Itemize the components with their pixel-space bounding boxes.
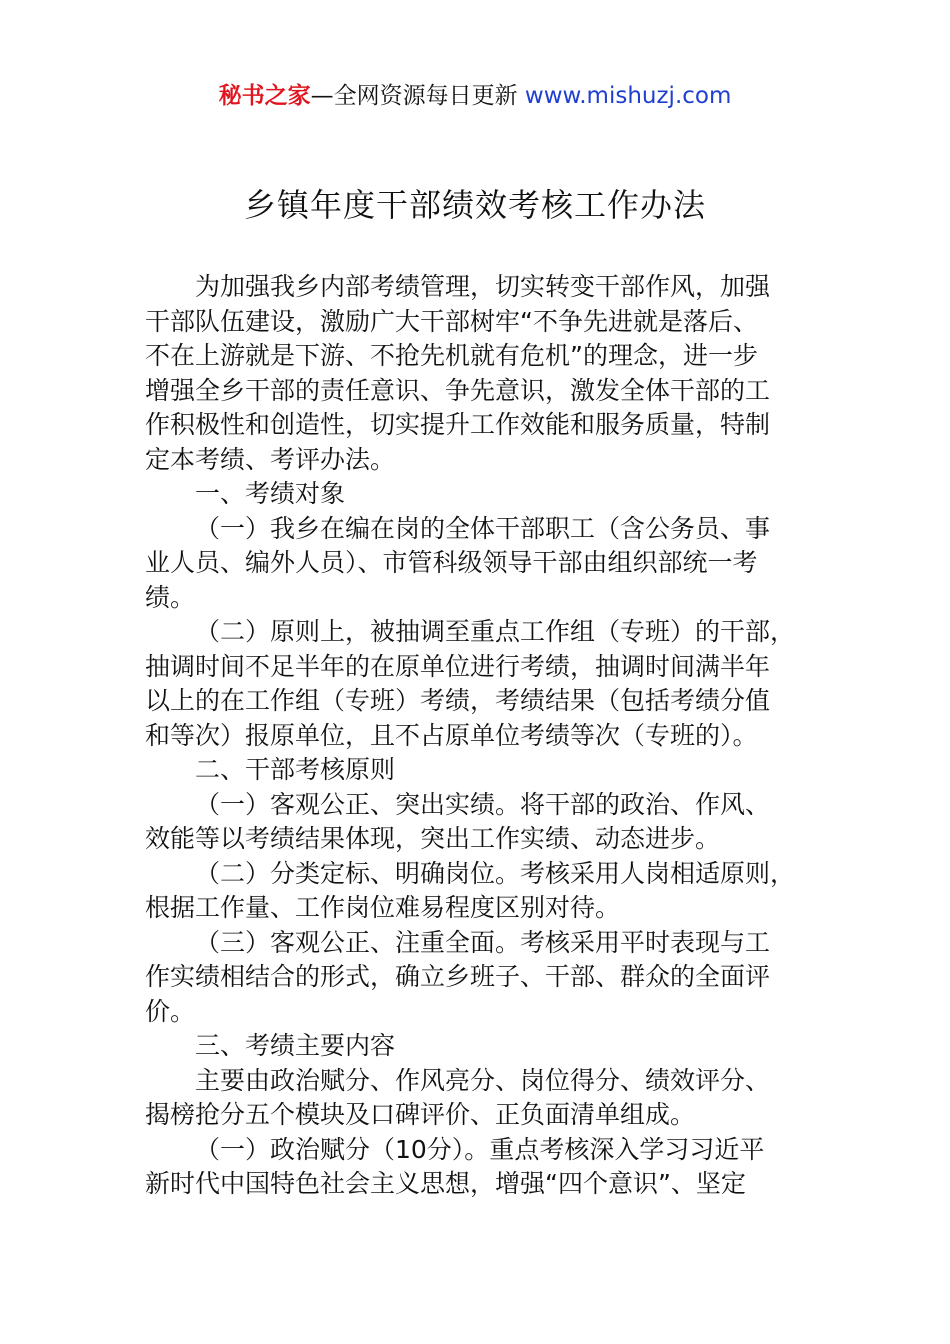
- paragraph-line: 以上的在工作组（专班）考绩，考绩结果（包括考绩分值: [145, 686, 771, 715]
- section-heading: 三、考绩主要内容: [195, 1031, 396, 1060]
- paragraph-line: （一）客观公正、突出实绩。将干部的政治、作风、: [195, 789, 771, 819]
- paragraph-line: 绩。: [145, 582, 196, 612]
- section-heading: 一、考绩对象: [195, 479, 346, 508]
- site-brand: 秘书之家: [218, 83, 311, 109]
- paragraph-line: 作积极性和创造性，切实提升工作效能和服务质量，特制: [145, 410, 771, 439]
- paragraph-line: （一）我乡在编在岗的全体干部职工（含公务员、事: [195, 513, 771, 543]
- paragraph-line: 作实绩相结合的形式，确立乡班子、干部、群众的全面评: [145, 962, 771, 991]
- paragraph-line: 根据工作量、工作岗位难易程度区别对待。: [145, 893, 621, 922]
- site-url[interactable]: www.mishuzj.com: [524, 83, 732, 109]
- paragraph-line: 主要由政治赋分、作风亮分、岗位得分、绩效评分、: [195, 1065, 771, 1095]
- paragraph-line: 增强全乡干部的责任意识、争先意识，激发全体干部的工: [145, 375, 771, 405]
- paragraph-line: （一）政治赋分（10分）。重点考核深入学习习近平: [195, 1134, 765, 1164]
- paragraph-line: （二）分类定标、明确岗位。考核采用人岗相适原则，: [195, 858, 796, 888]
- section-heading: 二、干部考核原则: [195, 755, 396, 784]
- paragraph-line: 和等次）报原单位，且不占原单位考绩等次（专班的）。: [145, 720, 758, 750]
- paragraph-line: 抽调时间不足半年的在原单位进行考绩，抽调时间满半年: [145, 651, 771, 681]
- paragraph-line: 干部队伍建设，激励广大干部树牢“不争先进就是落后、: [145, 306, 758, 336]
- paragraph-line: 不在上游就是下游、不抢先机就有危机”的理念，进一步: [145, 341, 758, 370]
- paragraph-line: 业人员、编外人员）、市管科级领导干部由组织部统一考: [145, 548, 758, 577]
- paragraph-line: 定本考绩、考评办法。: [145, 444, 396, 474]
- paragraph-line: 为加强我乡内部考绩管理，切实转变干部作风，加强: [195, 272, 771, 301]
- site-header: [0, 80, 950, 112]
- paragraph-line: 揭榜抢分五个模块及口碑评价、正负面清单组成。: [145, 1100, 696, 1129]
- document-body: [145, 270, 835, 1202]
- paragraph-line: （三）客观公正、注重全面。考核采用平时表现与工: [195, 927, 771, 957]
- paragraph-line: 价。: [145, 996, 196, 1026]
- paragraph-line: （二）原则上，被抽调至重点工作组（专班）的干部，: [195, 617, 796, 646]
- paragraph-line: 新时代中国特色社会主义思想，增强“四个意识”、坚定: [145, 1169, 746, 1198]
- paragraph-line: 效能等以考绩结果体现，突出工作实绩、动态进步。: [145, 824, 721, 853]
- document-title: 乡镇年度干部绩效考核工作办法: [243, 186, 706, 224]
- site-tagline: —全网资源每日更新: [310, 83, 525, 109]
